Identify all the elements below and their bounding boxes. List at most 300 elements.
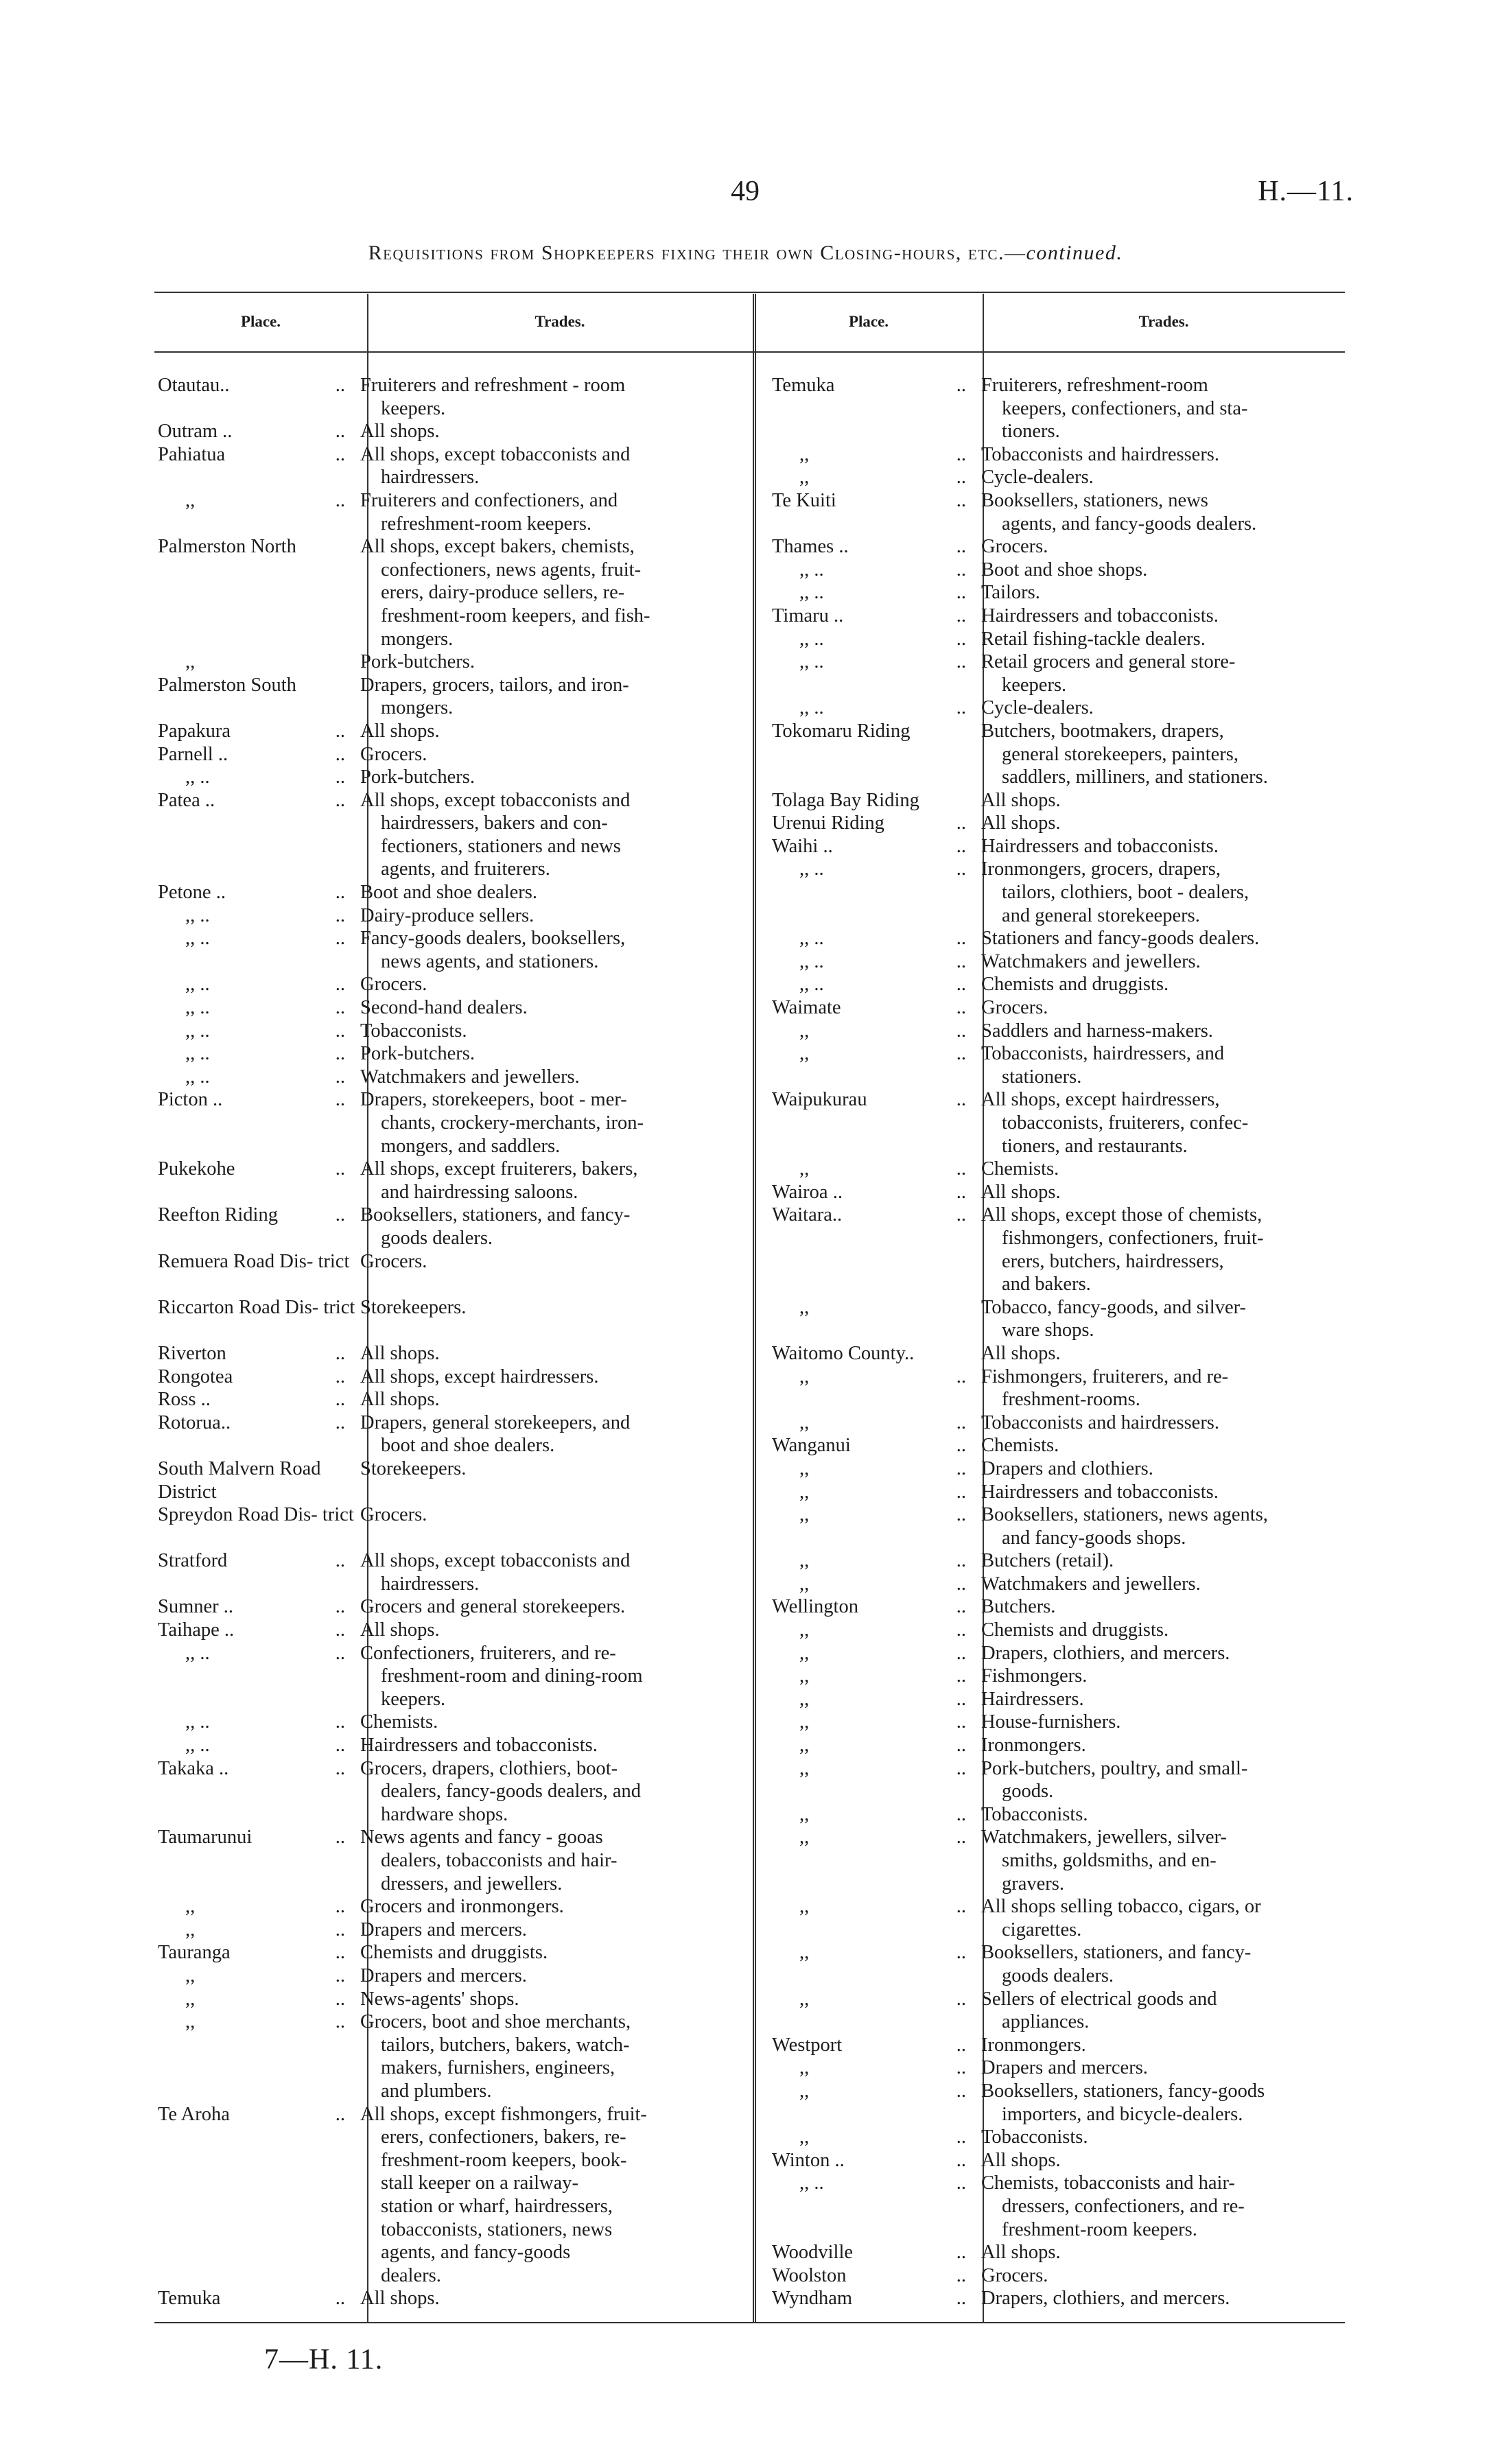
trades-cell — [981, 443, 1383, 467]
trades-line: and plumbers. — [381, 2080, 492, 2102]
table-row — [768, 720, 1383, 789]
place-name: Remuera Road Dis- trict — [158, 1250, 350, 1272]
place-cell — [154, 1642, 360, 1665]
trades-line: All shops. — [360, 1619, 440, 1641]
place-cell — [154, 1296, 360, 1319]
trades-line: Sellers of electrical goods and — [981, 1988, 1217, 2010]
place-cell — [768, 858, 981, 881]
table-row — [768, 2056, 1383, 2080]
trades-cell — [360, 1411, 758, 1457]
trades-cell — [360, 1595, 758, 1619]
table-row — [768, 559, 1383, 582]
place-ditto-mark: ,, — [799, 1573, 810, 1595]
trades-line: erers, butchers, hairdressers, — [1002, 1250, 1224, 1272]
place-cell — [768, 559, 981, 582]
place-name: Tolaga Bay Riding — [772, 789, 919, 811]
trades-line: All shops. — [981, 1181, 1061, 1203]
trades-line: Drapers, grocers, tailors, and iron- — [360, 674, 629, 696]
place-name: Picton .. — [158, 1089, 223, 1111]
place-cell — [154, 1411, 360, 1435]
trades-line: All shops. — [981, 2242, 1061, 2264]
trades-cell — [981, 2056, 1383, 2080]
table-row — [768, 1088, 1383, 1158]
trades-line: dressers, confectioners, and re- — [1002, 2195, 1245, 2217]
place-name: Patea .. — [158, 789, 215, 811]
table-row — [154, 1549, 758, 1595]
table-row — [768, 1826, 1383, 1895]
trades-cell — [981, 1411, 1383, 1435]
table-row — [768, 1042, 1383, 1088]
trades-cell — [360, 535, 758, 650]
trades-line: Fishmongers. — [981, 1665, 1088, 1687]
table-row — [154, 2103, 758, 2288]
trades-line: ware shops. — [1002, 1319, 1094, 1341]
place-name: Westport — [772, 2034, 843, 2056]
trades-cell — [360, 1204, 758, 1249]
place-ditto-mark: ,, — [799, 1896, 810, 1918]
place-name: Temuka — [158, 2288, 221, 2310]
trades-line: Drapers and mercers. — [360, 1919, 527, 1940]
trades-cell — [360, 1088, 758, 1158]
place-cell — [768, 581, 981, 605]
trades-line: All shops. — [981, 2149, 1061, 2171]
place-cell — [154, 2010, 360, 2034]
table-row — [768, 789, 1383, 812]
place-ditto-mark: ,, .. — [185, 1043, 210, 1065]
trades-line: tioners, and restaurants. — [1002, 1135, 1188, 1157]
place-ditto-mark: ,, .. — [185, 1735, 210, 1757]
trades-cell — [360, 489, 758, 535]
trades-line: Ironmongers. — [981, 2034, 1086, 2056]
place-ditto-mark: ,, — [185, 1919, 196, 1940]
table-row — [768, 1204, 1383, 1295]
trades-line: Confectioners, fruiterers, and re- — [360, 1642, 616, 1664]
trades-line: goods. — [1002, 1781, 1054, 1803]
place-cell — [768, 1204, 981, 1227]
place-name: Pahiatua — [158, 443, 226, 465]
trades-line: keepers, confectioners, and sta- — [1002, 397, 1248, 419]
place-name: Palmerston North — [158, 536, 296, 558]
trades-line: Grocers, drapers, clothiers, boot- — [360, 1757, 618, 1779]
place-cell — [768, 1503, 981, 1527]
table-row — [154, 1642, 758, 1711]
trades-cell — [360, 2103, 758, 2288]
place-cell — [154, 1042, 360, 1066]
table-row — [768, 1481, 1383, 1504]
trades-cell — [981, 1595, 1383, 1619]
trades-cell — [981, 1573, 1383, 1596]
trades-cell — [981, 1434, 1383, 1457]
trades-line: Tobacconists and hairdressers. — [981, 443, 1220, 465]
trades-cell — [981, 1204, 1383, 1295]
trades-line: Booksellers, stationers, news agents, — [981, 1504, 1268, 1526]
trades-line: Grocers, boot and shoe merchants, — [360, 2011, 631, 2033]
table-row — [768, 374, 1383, 443]
trades-line: stationers. — [1002, 1066, 1082, 1088]
place-cell — [768, 2080, 981, 2103]
trades-cell — [360, 2010, 758, 2102]
place-cell — [768, 973, 981, 996]
trades-line: boot and shoe dealers. — [381, 1435, 555, 1457]
trades-line: Booksellers, stationers, and fancy- — [360, 1204, 631, 1226]
place-ditto-mark: ,, — [799, 1550, 810, 1572]
place-cell — [768, 2172, 981, 2195]
trades-line: hardware shops. — [381, 1803, 508, 1825]
place-cell — [768, 1457, 981, 1481]
place-cell — [154, 1250, 360, 1274]
place-cell — [768, 1595, 981, 1619]
trades-line: confectioners, news agents, fruit- — [381, 559, 642, 580]
trades-cell — [981, 489, 1383, 535]
trades-cell — [360, 1895, 758, 1919]
place-cell — [154, 1826, 360, 1849]
trades-cell — [360, 1388, 758, 1411]
table-row — [154, 1388, 758, 1411]
place-cell — [154, 1895, 360, 1919]
trades-line: appliances. — [1002, 2011, 1090, 2033]
trades-cell — [981, 1803, 1383, 1827]
trades-line: All shops. — [360, 2288, 440, 2310]
table-row — [768, 628, 1383, 651]
table-row — [768, 581, 1383, 605]
trades-cell — [360, 743, 758, 766]
trades-line: dealers, tobacconists and hair- — [381, 1850, 618, 1871]
table-row — [154, 1296, 758, 1342]
table-row — [154, 1250, 758, 1296]
place-cell — [154, 2103, 360, 2126]
place-cell — [768, 1042, 981, 1066]
trades-cell — [360, 1711, 758, 1734]
place-ditto-mark: ,, — [799, 1735, 810, 1757]
trades-line: goods dealers. — [1002, 1964, 1114, 1986]
trades-line: Grocers. — [981, 997, 1048, 1019]
trades-cell — [360, 650, 758, 674]
place-ditto-mark: ,, .. — [799, 974, 824, 996]
trades-line: News agents and fancy - gooas — [360, 1827, 603, 1849]
trades-cell — [360, 973, 758, 996]
table-row — [154, 1342, 758, 1365]
place-cell — [768, 1020, 981, 1043]
place-cell — [768, 1826, 981, 1849]
trades-line: All shops. — [360, 421, 440, 443]
table-row — [768, 2241, 1383, 2264]
place-cell — [154, 1365, 360, 1389]
table-row — [768, 927, 1383, 950]
table-row — [154, 535, 758, 650]
place-cell — [154, 973, 360, 996]
place-name: Woolston — [772, 2264, 847, 2286]
place-ditto-mark: ,, — [799, 1642, 810, 1664]
trades-line: All shops. — [981, 1342, 1061, 1364]
trades-line: keepers. — [381, 1688, 446, 1710]
table-title — [0, 242, 1491, 265]
trades-cell — [981, 650, 1383, 696]
place-ditto-mark: ,, — [799, 2057, 810, 2079]
table-row — [768, 1020, 1383, 1043]
place-name: Tokomaru Riding — [772, 720, 911, 742]
trades-line: Cycle-dealers. — [981, 467, 1094, 489]
table-row — [154, 1711, 758, 1734]
table-row — [768, 1434, 1383, 1457]
trades-cell — [981, 2264, 1383, 2288]
place-ditto-mark: ,, .. — [799, 858, 824, 880]
place-ditto-mark: ,, — [799, 467, 810, 489]
table-row — [768, 835, 1383, 858]
table-row — [154, 1158, 758, 1204]
trades-line: Tobacconists. — [981, 1803, 1088, 1825]
trades-cell — [981, 1895, 1383, 1941]
trades-line: stall keeper on a railway- — [381, 2172, 579, 2194]
place-name: Wairoa .. — [772, 1181, 843, 1203]
trades-cell — [981, 2149, 1383, 2172]
place-cell — [768, 466, 981, 489]
trades-cell — [981, 789, 1383, 812]
place-cell — [154, 927, 360, 950]
place-cell — [768, 2034, 981, 2057]
document-reference: H.—11. — [1258, 176, 1354, 207]
trades-line: keepers. — [1002, 674, 1067, 696]
table-top-rule — [154, 292, 1345, 293]
place-name: Winton .. — [772, 2149, 845, 2171]
trades-line: Fruiterers, refreshment-room — [981, 375, 1208, 396]
table-row — [768, 1988, 1383, 2034]
table-row — [154, 1365, 758, 1389]
trades-line: Drapers, general storekeepers, and — [360, 1411, 631, 1433]
place-ditto-mark: ,, — [185, 1896, 196, 1918]
trades-line: tioners. — [1002, 421, 1060, 443]
trades-line: Watchmakers and jewellers. — [981, 1573, 1201, 1595]
trades-line: All shops, except tobacconists and — [360, 443, 631, 465]
trades-line: Hairdressers and tobacconists. — [360, 1735, 598, 1757]
trades-cell — [981, 1342, 1383, 1365]
table-row — [154, 1964, 758, 1988]
place-cell — [768, 720, 981, 743]
trades-cell — [981, 1642, 1383, 1665]
trades-cell — [981, 1503, 1383, 1549]
place-ditto-mark: ,, — [799, 1619, 810, 1641]
table-row — [768, 2080, 1383, 2126]
table-row — [768, 1619, 1383, 1642]
place-name: Timaru .. — [772, 605, 844, 626]
table-row — [154, 881, 758, 904]
trades-cell — [360, 1988, 758, 2011]
trades-cell — [981, 1296, 1383, 1342]
trades-line: Butchers (retail). — [981, 1550, 1114, 1572]
place-ditto-mark: ,, — [799, 1803, 810, 1825]
trades-line: freshment-room keepers, and fish- — [381, 605, 650, 626]
table-row — [768, 812, 1383, 835]
place-cell — [768, 1895, 981, 1919]
place-ditto-mark: ,, .. — [799, 651, 824, 673]
place-cell — [154, 1088, 360, 1112]
place-cell — [768, 927, 981, 950]
place-ditto-mark: ,, — [799, 1365, 810, 1387]
trades-cell — [981, 1181, 1383, 1204]
table-row — [154, 1411, 758, 1457]
trades-line: All shops. — [981, 812, 1061, 834]
table-row — [768, 1757, 1383, 1803]
table-row — [768, 1665, 1383, 1688]
trades-cell — [981, 1549, 1383, 1573]
trades-line: Boot and shoe dealers. — [360, 882, 538, 904]
place-name: Thames .. — [772, 536, 849, 558]
table-row — [154, 2287, 758, 2310]
place-cell — [154, 1388, 360, 1411]
place-ditto-mark: ,, .. — [799, 559, 824, 580]
place-cell — [768, 1481, 981, 1504]
place-name: Wellington — [772, 1596, 858, 1618]
trades-line: station or wharf, hairdressers, — [381, 2195, 613, 2217]
trades-line: freshment-room keepers. — [1002, 2218, 1197, 2240]
place-cell — [768, 1088, 981, 1112]
trades-cell — [360, 904, 758, 928]
trades-line: Boot and shoe shops. — [981, 559, 1148, 580]
trades-cell — [981, 696, 1383, 720]
place-ditto-mark: ,, — [185, 1964, 196, 1986]
trades-cell — [360, 1642, 758, 1711]
trades-line: Grocers. — [981, 2264, 1048, 2286]
trades-cell — [360, 443, 758, 489]
trades-line: Drapers and clothiers. — [981, 1457, 1153, 1479]
right-column — [768, 374, 1383, 2310]
place-ditto-mark: ,, — [799, 2080, 810, 2102]
trades-line: hairdressers, bakers and con- — [381, 812, 608, 834]
trades-cell — [981, 1711, 1383, 1734]
trades-line: tailors, clothiers, boot - dealers, — [1002, 882, 1249, 904]
place-name: Takaka .. — [158, 1757, 229, 1779]
trades-line — [360, 1527, 758, 1550]
place-ditto-mark: ,, .. — [799, 697, 824, 719]
trades-line: tobacconists, stationers, news — [381, 2218, 613, 2240]
trades-cell — [981, 2241, 1383, 2264]
trades-line: hairdressers. — [381, 467, 480, 489]
trades-line: Fruiterers and refreshment - room — [360, 375, 626, 396]
trades-cell — [981, 1757, 1383, 1803]
place-cell — [154, 1734, 360, 1757]
table-row — [768, 858, 1383, 927]
place-cell — [768, 950, 981, 974]
trades-line: erers, confectioners, bakers, re- — [381, 2126, 626, 2148]
place-cell — [154, 674, 360, 697]
place-cell — [768, 812, 981, 835]
place-ditto-mark: ,, — [799, 1942, 810, 1964]
table-row — [154, 1826, 758, 1895]
trades-cell — [981, 374, 1383, 443]
trades-line: Ironmongers, grocers, drapers, — [981, 858, 1221, 880]
table-row — [154, 674, 758, 720]
trades-cell — [981, 1665, 1383, 1688]
table-row — [154, 1895, 758, 1919]
trades-line: hairdressers. — [381, 1573, 480, 1595]
header-trades-left: Trades. — [535, 313, 585, 330]
trades-line: Retail fishing-tackle dealers. — [981, 628, 1206, 650]
place-cell — [768, 1803, 981, 1827]
place-name: Pukekohe — [158, 1158, 235, 1180]
trades-line: All shops. — [360, 1342, 440, 1364]
trades-cell — [360, 1734, 758, 1757]
trades-line: All shops. — [360, 1389, 440, 1411]
place-cell — [768, 1573, 981, 1596]
place-ditto-mark: ,, .. — [799, 928, 824, 950]
trades-line: Watchmakers and jewellers. — [360, 1066, 580, 1088]
table-row — [768, 443, 1383, 467]
place-ditto-mark: ,, — [185, 489, 196, 511]
place-name: Wanganui — [772, 1435, 851, 1457]
trades-line: Butchers. — [981, 1596, 1056, 1618]
table-row — [768, 2034, 1383, 2057]
place-cell — [154, 1457, 360, 1503]
place-cell — [768, 1549, 981, 1573]
trades-line: Fancy-goods dealers, booksellers, — [360, 928, 626, 950]
table-row — [154, 1619, 758, 1642]
table-row — [768, 1803, 1383, 1827]
trades-cell — [360, 374, 758, 420]
table-row — [154, 1066, 758, 1089]
trades-line: Tobacco, fancy-goods, and silver- — [981, 1296, 1247, 1318]
trades-line: House-furnishers. — [981, 1711, 1121, 1733]
table-row — [768, 1941, 1383, 1987]
place-ditto-mark: ,, — [799, 1757, 810, 1779]
place-name: Waimate — [772, 997, 841, 1019]
trades-line: refreshment-room keepers. — [381, 513, 592, 535]
place-ditto-mark: ,, — [799, 1711, 810, 1733]
trades-line: Storekeepers. — [360, 1457, 467, 1479]
place-cell — [768, 1711, 981, 1734]
trades-line: Grocers. — [360, 1504, 427, 1526]
place-name: Rotorua.. — [158, 1411, 231, 1433]
place-name: Riccarton Road Dis- trict — [158, 1296, 355, 1318]
trades-line: freshment-room and dining-room — [381, 1665, 643, 1687]
table-row — [768, 2126, 1383, 2149]
place-name: Te Kuiti — [772, 489, 836, 511]
trades-line: Drapers and mercers. — [981, 2057, 1148, 2079]
trades-cell — [981, 466, 1383, 489]
place-ditto-mark: ,, .. — [799, 582, 824, 604]
place-cell — [154, 766, 360, 789]
trades-line — [360, 1319, 758, 1342]
trades-cell — [981, 835, 1383, 858]
trades-cell — [360, 996, 758, 1020]
place-ditto-mark: ,, .. — [185, 928, 210, 950]
table-row — [154, 1457, 758, 1503]
place-ditto-mark: ,, .. — [185, 1642, 210, 1664]
trades-line: All shops. — [981, 789, 1061, 811]
place-name: Palmerston South — [158, 674, 296, 696]
trades-line: Drapers, storekeepers, boot - mer- — [360, 1089, 627, 1111]
table-row — [154, 1988, 758, 2011]
trades-line: Pork-butchers, poultry, and small- — [981, 1757, 1248, 1779]
trades-line: and hairdressing saloons. — [381, 1181, 578, 1203]
trades-line: All shops, except fishmongers, fruit- — [360, 2103, 647, 2125]
trades-line: mongers. — [381, 628, 454, 650]
trades-line: and bakers. — [1002, 1274, 1091, 1295]
table-row — [768, 1688, 1383, 1711]
trades-line: Tobacconists, hairdressers, and — [981, 1043, 1225, 1065]
table-row — [768, 605, 1383, 628]
trades-line: Tobacconists. — [360, 1020, 467, 1042]
trades-cell — [360, 1919, 758, 1942]
trades-cell — [981, 973, 1383, 996]
place-name: Waitara.. — [772, 1204, 843, 1226]
trades-line: fectioners, stationers and news — [381, 835, 621, 857]
trades-line: Chemists. — [360, 1711, 438, 1733]
trades-line: All shops, except those of chemists, — [981, 1204, 1263, 1226]
table-row — [768, 950, 1383, 974]
place-cell — [154, 1066, 360, 1089]
place-ditto-mark: ,, .. — [799, 950, 824, 972]
trades-line: general storekeepers, painters, — [1002, 743, 1239, 765]
trades-line: Chemists. — [981, 1435, 1059, 1457]
